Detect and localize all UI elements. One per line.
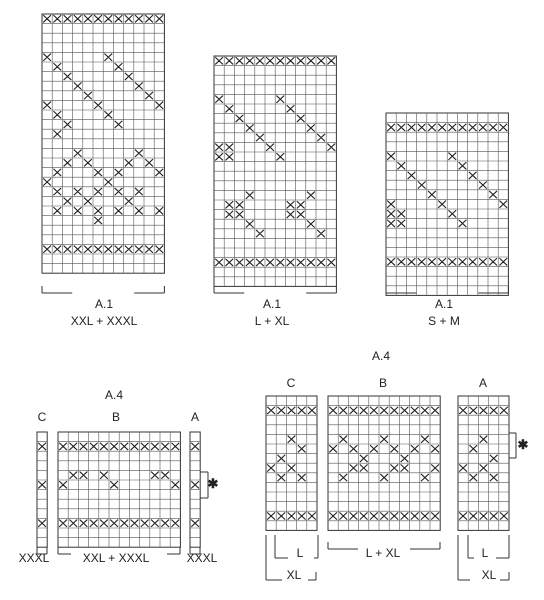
chart-a1-sm-sizes: S + M (428, 314, 460, 328)
chart-a4-large-a-xl: XL (481, 568, 497, 582)
star-marker-large: ✱ (517, 437, 529, 452)
chart-a4-small-col-c-grid (37, 432, 47, 547)
star-marker-small: ✱ (207, 476, 219, 491)
chart-a4-small-col-c: C (37, 410, 47, 424)
chart-a4-large-col-b: B (378, 376, 388, 390)
chart-a4-large-col-a-grid (458, 396, 509, 530)
chart-a4-large-c-xl: XL (286, 568, 302, 582)
chart-a4-small-size-mid: XXL + XXXL (82, 551, 150, 565)
chart-a1-lxl-grid (214, 56, 336, 286)
chart-a4-large-col-b-grid (328, 396, 440, 530)
chart-a4-large-c-l: L (296, 546, 304, 560)
chart-a4-large-a-l: L (481, 546, 489, 560)
chart-a4-small-col-a: A (190, 410, 200, 424)
chart-a1-xxl-title: A.1 (94, 297, 114, 311)
chart-a4-small-size-right: XXXL (186, 551, 218, 565)
chart-a4-large-col-c-grid (266, 396, 317, 530)
chart-a1-xxl-grid (42, 14, 164, 273)
chart-a4-small-size-left: XXXL (18, 551, 50, 565)
chart-a4-large-title: A.4 (371, 349, 391, 363)
chart-a4-large-col-a: A (478, 376, 488, 390)
chart-a4-large-b-size: L + XL (365, 546, 401, 560)
chart-a4-small-col-b-grid (58, 432, 180, 547)
chart-a4-small-col-a-grid (190, 432, 200, 547)
chart-a4-large-col-c: C (286, 376, 296, 390)
chart-a1-sm-title: A.1 (434, 297, 454, 311)
chart-a1-xxl-sizes: XXL + XXXL (70, 314, 138, 328)
chart-a1-lxl-sizes: L + XL (254, 314, 290, 328)
chart-a1-sm-grid (386, 113, 508, 295)
chart-a4-small-title: A.4 (104, 388, 124, 402)
chart-a1-lxl-title: A.1 (262, 297, 282, 311)
chart-a4-small-col-b: B (111, 410, 121, 424)
